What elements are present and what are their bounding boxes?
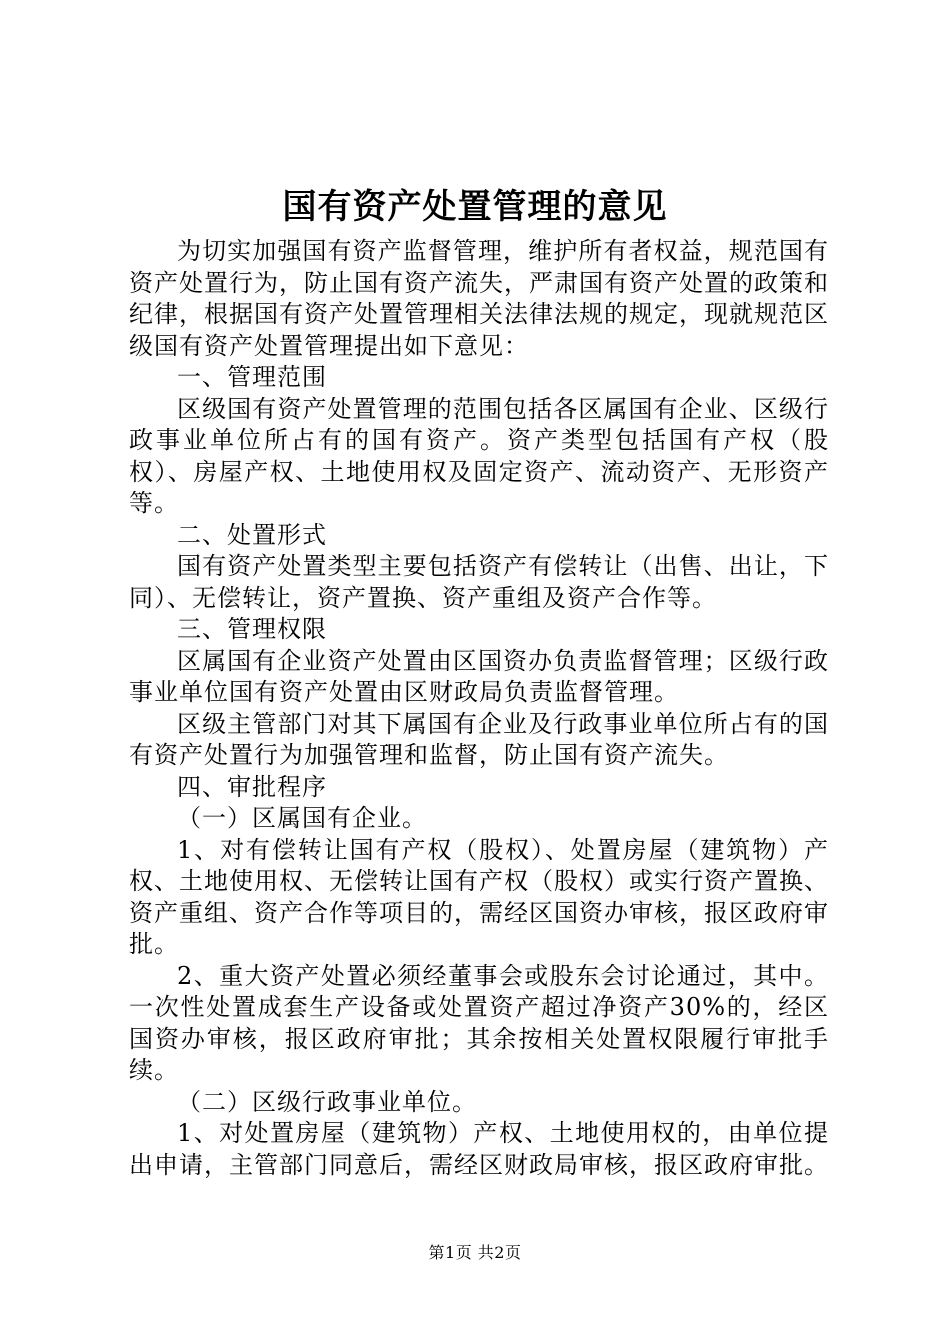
- paragraph-enterprise-item-1: 1、对有偿转让国有产权（股权）、处置房屋（建筑物）产权、土地使用权、无偿转让国有产权（股权）或实行资产置换、资产重组、资产合作等项目的，需经区国资办审核，报区政府审批。: [129, 835, 829, 958]
- paragraph-authority: 区属国有企业资产处置由区国资办负责监督管理；区级行政事业单位国有资产处置由区财政局负责监督管理。: [129, 646, 829, 706]
- page-number-footer: 第1页 共2页: [428, 1243, 522, 1262]
- paragraph-enterprise-item-2: 2、重大资产处置必须经董事会或股东会讨论通过，其中。一次性处置成套生产设备或处置资产超过净资产30%的，经区国资办审核，报区政府审批；其余按相关处置权限履行审批手续。: [129, 961, 829, 1084]
- document-body: [129, 236, 829, 1181]
- section-heading-authority: 三、管理权限: [177, 615, 327, 643]
- document-title: 国有资产处置管理的意见: [282, 187, 668, 227]
- paragraph-forms: 国有资产处置类型主要包括资产有偿转让（出售、出让，下同）、无偿转让，资产置换、资产重组及资产合作等。: [129, 552, 829, 612]
- subsection-heading-institutions: （二）区级行政事业单位。: [177, 1087, 477, 1116]
- section-heading-approval: 四、审批程序: [177, 772, 327, 801]
- section-heading-scope: 一、管理范围: [177, 363, 327, 391]
- paragraph-intro: 为切实加强国有资产监督管理，维护所有者权益，规范国有资产处置行为，防止国有资产流失，严肃国有资产处置的政策和纪律，根据国有资产处置管理相关法律法规的规定，现就规范区级国有资产处置管理提出如下意见：: [129, 237, 829, 360]
- section-heading-forms: 二、处置形式: [177, 520, 327, 549]
- paragraph-authority-supervision: 区级主管部门对其下属国有企业及行政事业单位所占有的国有资产处置行为加强管理和监督，防止国有资产流失。: [129, 709, 829, 769]
- paragraph-scope: 区级国有资产处置管理的范围包括各区属国有企业、区级行政事业单位所占有的国有资产。资产类型包括国有产权（股权）、房屋产权、土地使用权及固定资产、流动资产、无形资产等。: [129, 394, 829, 517]
- subsection-heading-enterprises: （一）区属国有企业。: [177, 804, 427, 832]
- paragraph-institution-item-1: 1、对处置房屋（建筑物）产权、土地使用权的，由单位提出申请，主管部门同意后，需经区财政局审核，报区政府审批。: [129, 1119, 829, 1179]
